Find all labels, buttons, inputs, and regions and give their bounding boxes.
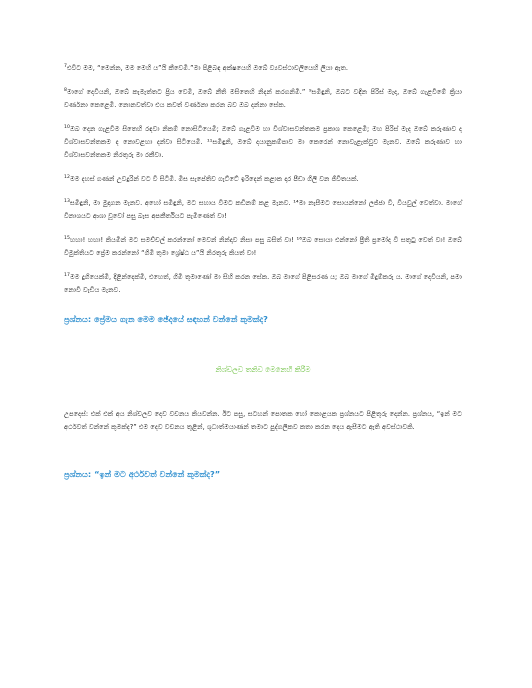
question-text: “ඉන් මට අර්ථවත් වන්නේ කුමක්ද?”: [94, 469, 221, 479]
section-title: නිශ්චලව තනිව මෙනෙහි කිරීම: [215, 365, 311, 374]
verse-text: මම දුගියෙක්මි, දිළින්දෙක්මි, එහෙත්, ගිමි තුමාණෝ මා සිහි කරන සේක. ඔබ මාගේ පිළිසරණ ය; ඔබ මාගේ මිදුම්කරු ය. මාගේ දෙවියනි, පමා නොවී වැඩිය මැනව.: [64, 273, 462, 294]
verse-paragraph-8: [64, 86, 462, 112]
verse-number: 17: [64, 272, 70, 278]
verse-number: 13: [64, 198, 70, 204]
verse-text: මම දහස් ගණන් උවදුරින් වට වී සිටිමි. මිස සැපේතිව ගැට්ටේ ඉරිදෙන් කළාක දාර පීඩා ගිලි වන ජීවිතයක්.: [69, 175, 359, 183]
verse-paragraph-12: [64, 173, 462, 186]
verse-paragraph-13: [64, 197, 462, 223]
verse-number: 8: [64, 87, 67, 93]
question-heading-2: [64, 468, 462, 480]
question-heading-1: [64, 313, 462, 325]
verse-text: එවිට මම, “මෙන්න, මම මෙහි ය”යි කීවෙමි.”මා පිළිබඳ අක්ෂයෙහි ඔබේ ව්‍යවස්ථාවලියෙහි ලියා ඇත.: [66, 64, 349, 72]
verse-text: ඔබ දෙන ගැළවීම සිතෙහි රඳවා නිකම් නොසිටියෙමි; ඔබේ ගැළවීම හා විශ්වාසවන්තකම ප්‍රකාශ කෙළෙමි; මහ පිරිස් මැද ඔබේ කරුණාව ද විශ්වාසවන්තකම ද නොවළහා දන්වා සිටියෙමි. ¹¹සමිඳුනි, ඔබේ දයානුකම්පාව මා කෙරෙන් නොවැළැක්වුව මැනව. ඔබේ කරුණාව හා විශ්වාසවන්තකම නිරතුරු මා රකීවා.: [64, 125, 462, 159]
instruction-paragraph: උපදෙස්: එක් එක් අය නිශ්චලව දෙව වචනය කියවන්න. ඊට පසු, සටහන් පොතක හෝ කොළයක ප්‍රශ්නයට පිළිතුරු දෙන්න. ප්‍රශ්නය, “ඉන් මට අර්ථවත් වන්නේ කුමක්ද?” එම දෙව වචනය තුළින්, ශුධාත්මයාණන් තමාට පුද්ගලිකව කතා කරන දෙය ඇසීමට ඇති අවස්ථාවකි.: [64, 410, 462, 431]
question-label: ප්‍රශ්නය:: [64, 314, 92, 324]
verse-paragraph-17: [64, 271, 462, 297]
verse-number: 12: [64, 174, 70, 180]
verse-text: මාගේ දෙවියනි, ඔබේ කැමැත්තට ප්‍රිය වෙමි, ඔබේ නීති මසිතෙහි නිදන් කරගනිමි.” ⁹සමිඳුනි, ඔබට වඳින පිරිස් මැද, ඔබේ ගැළවීමේ ක්‍රියා වර්ණනා කෙළෙමි. නොනවත්වා එය කවත් වර්ණනා කරන බව ඔබ දන්නා සේක.: [64, 88, 462, 109]
verse-paragraph-15: [64, 234, 462, 260]
question-text: ප්‍රේමය ගැන මෙම ඡේදයේ සඳහන් වන්නේ කුමක්ද?: [94, 314, 268, 324]
verse-text: සමිඳුනි, මා මුදාගන මැනව. අහෝ සමිඳුනි, මට සහාය වීමට කඩිනම් කළ මැනව. ¹⁴මා නැසීමට සොයන්නෝ ලජ්ජා වී, වියවුල් වෙත්වා. මාගේ විනාශයට ආශා වූවෝ පසු බැස අපකීර්තියට පැමිණෙත් වා!: [64, 199, 462, 220]
verse-paragraph-7: [64, 62, 462, 75]
verse-number: 15: [64, 235, 70, 241]
verse-number: 10: [64, 124, 70, 130]
verse-text: හහා! හහා! කියමින් මට සමච්චල් කරන්නෝ මෙවන් නින්දාව නිසා පසු බසිත් වා! ¹⁶ඔබ සොයා එන්නෝ ප්‍රීති ප්‍රමෝද වී සතුටු වෙත් වා! ඔබේ විමුක්තියට ප්‍රේම කරන්නෝ “ගිමි තුමා ශ්‍රේෂ්ඨ ය”යි නිරතුරු කියත් වා!: [64, 236, 462, 257]
verse-paragraph-10: [64, 123, 462, 162]
question-label: ප්‍රශ්නය:: [64, 469, 92, 479]
verse-number: 7: [64, 63, 67, 69]
